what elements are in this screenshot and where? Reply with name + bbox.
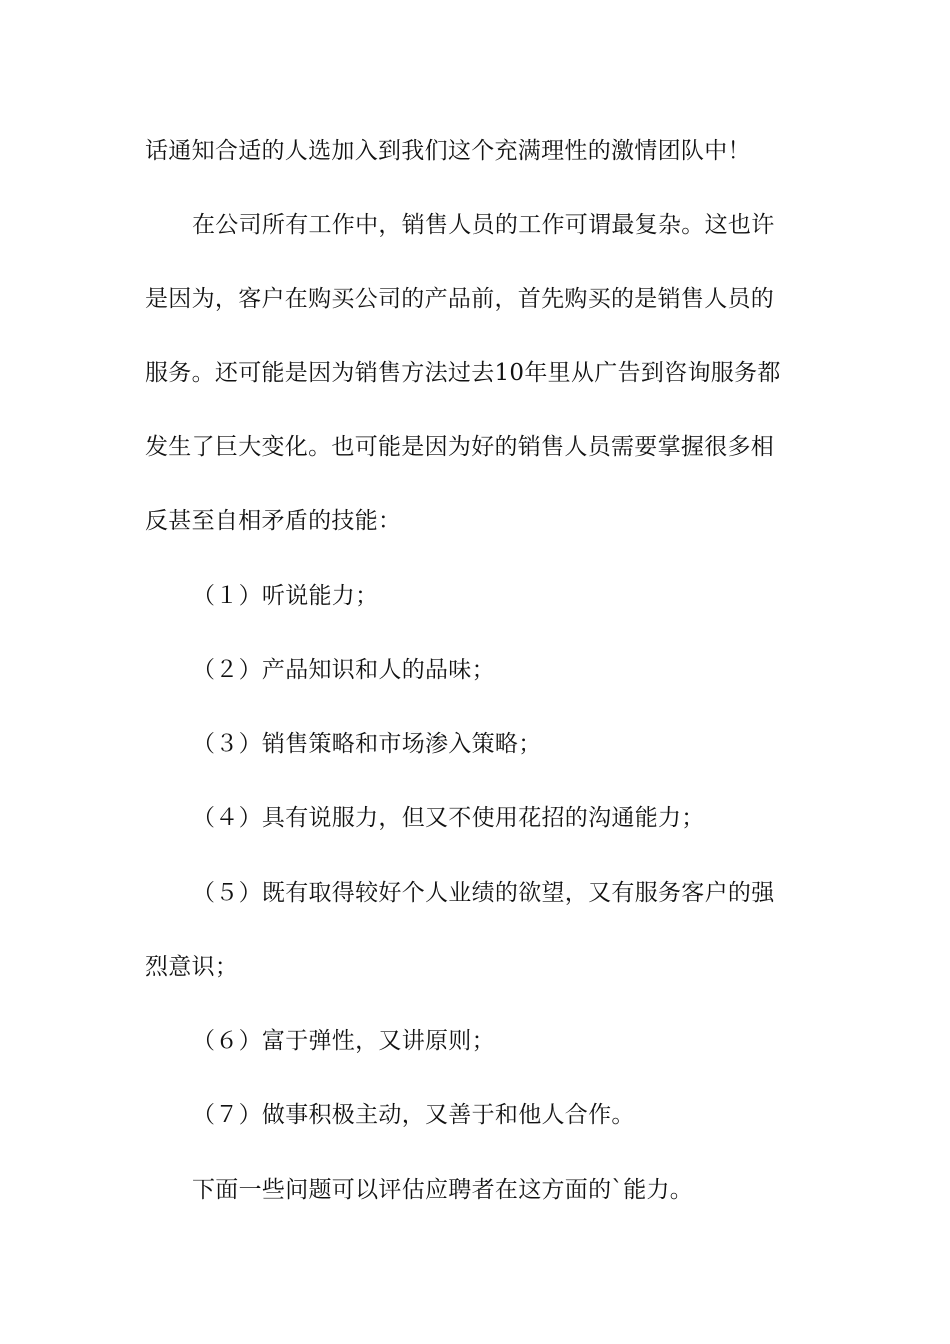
list-item-3: （３）销售策略和市场渗入策略； <box>192 731 542 757</box>
list-item-6: （６）富于弹性，又讲原则； <box>192 1028 495 1054</box>
list-item-2: （２）产品知识和人的品味； <box>192 657 495 683</box>
paragraph-line-4: 服务。还可能是因为销售方法过去10年里从广告到咨询服务都 <box>145 360 781 386</box>
paragraph-line-6: 反甚至自相矛盾的技能： <box>145 508 402 534</box>
list-item-4: （４）具有说服力，但又不使用花招的沟通能力； <box>192 805 705 831</box>
paragraph-line-1: 话通知合适的人选加入到我们这个充满理性的激情团队中！ <box>145 138 751 164</box>
list-item-7: （７）做事积极主动，又善于和他人合作。 <box>192 1102 635 1128</box>
paragraph-line-5: 发生了巨大变化。也可能是因为好的销售人员需要掌握很多相 <box>145 434 775 460</box>
list-item-5: （５）既有取得较好个人业绩的欲望，又有服务客户的强 <box>192 880 775 906</box>
list-item-1: （１）听说能力； <box>192 583 379 609</box>
paragraph-line-3: 是因为，客户在购买公司的产品前，首先购买的是销售人员的 <box>145 286 775 312</box>
list-item-5-continuation: 烈意识； <box>145 954 239 980</box>
closing-line: 下面一些问题可以评估应聘者在这方面的`能力。 <box>192 1177 694 1203</box>
paragraph-line-2: 在公司所有工作中，销售人员的工作可谓最复杂。这也许 <box>192 212 775 238</box>
